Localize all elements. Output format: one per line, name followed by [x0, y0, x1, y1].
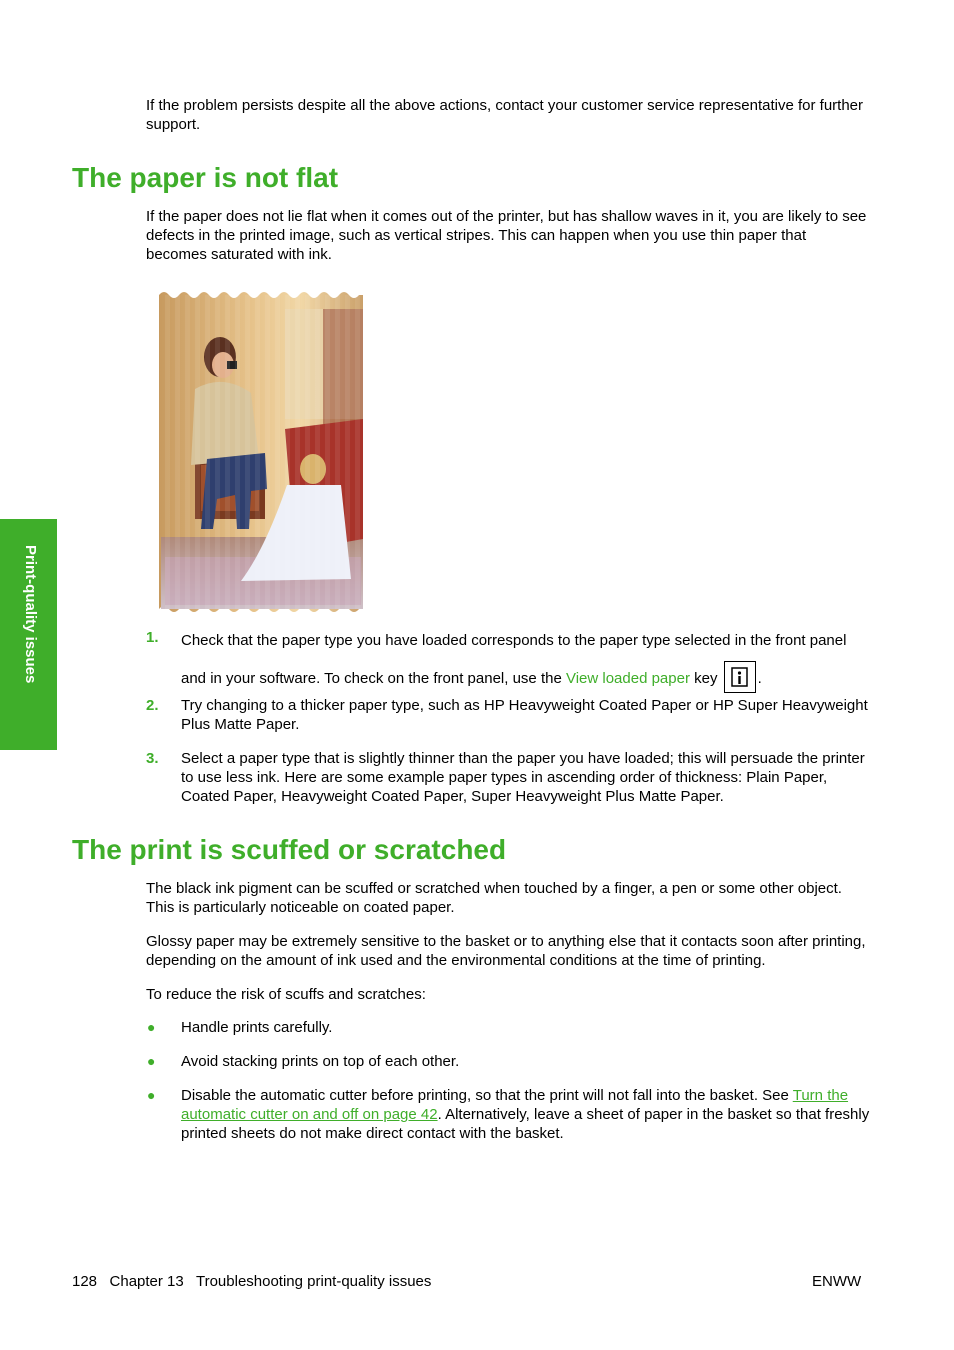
bullet-icon: ●: [147, 1053, 156, 1069]
step-3-number: 3.: [146, 750, 159, 767]
step-1-text: Check that the paper type you have loaded corresponds to the paper type selected in the front panel and in your software. To check on the front panel, use the View loaded paper key .: [181, 628, 871, 691]
scuffed-paragraph-1: The black ink pigment can be scuffed or scratched when touched by a finger, a pen or some other object. This is particularly noticeable on coated paper.: [146, 880, 842, 916]
info-key-icon: [724, 661, 756, 693]
paper-not-flat-paragraph: If the paper does not lie flat when it comes out of the printer, but has shallow waves in it, you are likely to see defects in the printed image, such as vertical stripes. This can happen when you use thin paper that becomes saturated with ink.: [146, 208, 867, 263]
scuffed-paragraph-2: Glossy paper may be extremely sensitive to the basket or to anything else that it contacts soon after printing, depending on the amount of ink used and the environmental conditions at the time of printing.: [146, 933, 866, 969]
footer-page-info: 128 Chapter 13 Troubleshooting print-quality issues: [72, 1273, 432, 1290]
step-1-number: 1.: [146, 629, 159, 646]
intro-paragraph: If the problem persists despite all the above actions, contact your customer service representative for further support.: [146, 97, 864, 133]
bullet-item-2: Avoid stacking prints on top of each other.: [181, 1053, 460, 1070]
view-loaded-paper-link[interactable]: View loaded paper: [565, 670, 690, 687]
bullet-item-1: Handle prints carefully.: [181, 1019, 333, 1036]
footer-locale: ENWW: [812, 1273, 862, 1290]
scuffed-paragraph-3: To reduce the risk of scuffs and scratches:: [146, 986, 426, 1003]
automatic-cutter-link[interactable]: Turn the automatic cutter on and off on page 42: [181, 1087, 849, 1123]
step-2-number: 2.: [146, 697, 159, 714]
step-3-text: Select a paper type that is slightly thinner than the paper you have loaded; this will persuade the printer to use less ink. Here are some example paper types in ascending order of thickness: Plain Paper, Coated Paper, Heavyweight Coated Paper, Super Heavyweight Plus Matte Paper.: [181, 750, 865, 805]
wavy-print-photo: [155, 289, 367, 615]
bullet-item-3: Disable the automatic cutter before printing, so that the print will not fall into the basket. See Turn the automatic cutter on and off on page 42. Alternatively, leave a sheet of paper in the basket so that freshly printed sheets do not make direct contact with the basket.: [181, 1087, 870, 1142]
step-2-text: Try changing to a thicker paper type, such as HP Heavyweight Coated Paper or HP Super Heavyweight Plus Matte Paper.: [181, 697, 868, 733]
side-tab-label: Print-quality issues: [22, 545, 39, 684]
bullet-icon: ●: [147, 1019, 156, 1035]
section-heading-paper-not-flat: The paper is not flat: [72, 162, 339, 193]
section-heading-scuffed: The print is scuffed or scratched: [72, 834, 507, 865]
bullet-icon: ●: [147, 1087, 156, 1103]
